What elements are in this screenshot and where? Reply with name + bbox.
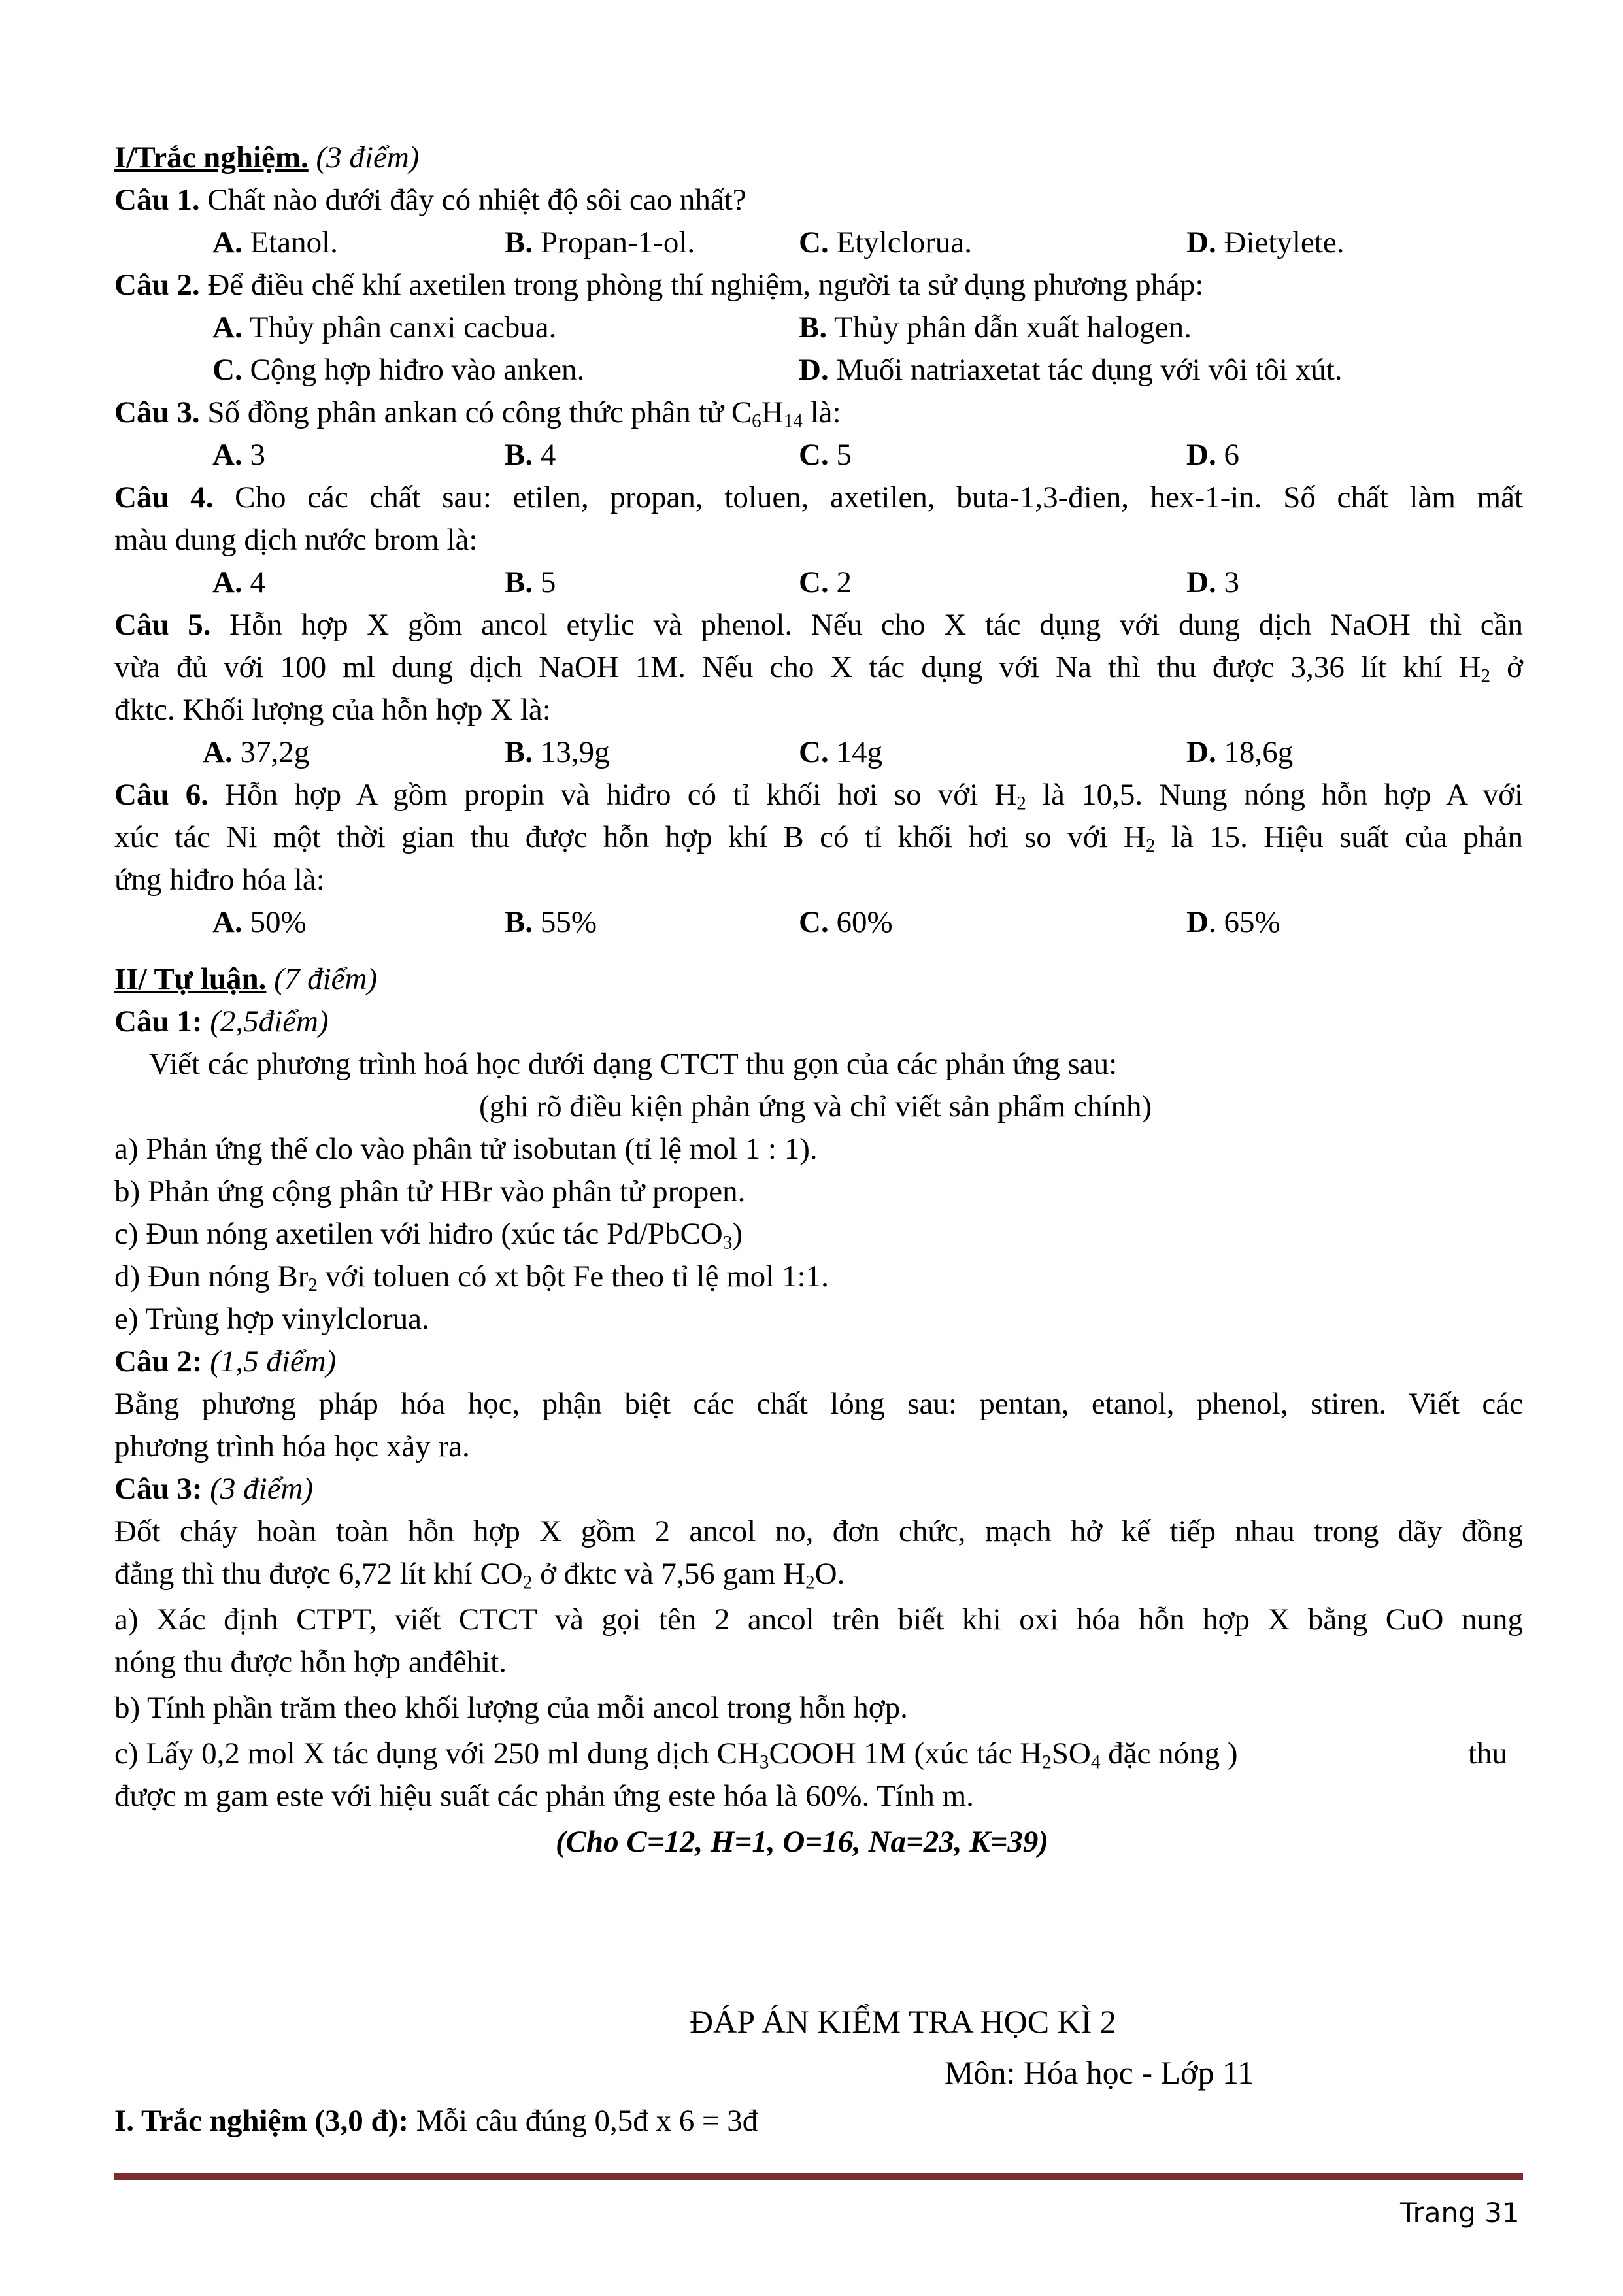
essay-q1-item-e: e) Trùng hợp vinylclorua. — [114, 1302, 429, 1336]
essay-q3-line-2: đẳng thì thu được 6,72 lít khí $CO_2$ ở đktc và 7,56 gam $H_2O$. — [114, 1557, 845, 1593]
question-5-cont: vừa đủ với 100 ml dung dịch NaOH 1M. Nếu cho X tác dụng với Na thì thu được 3,36 lít khí $H_2$ ở — [114, 650, 1523, 687]
option-a: A. 3 — [212, 438, 265, 472]
option-b: B. Thủy phân dẫn xuất halogen. — [799, 310, 1192, 344]
essay-q1-label: Câu 1: (2,5điểm) — [114, 1005, 329, 1039]
option-b: B. 5 — [505, 565, 556, 599]
option-a: A. 4 — [212, 565, 265, 599]
part1-points: (3 điểm) — [316, 141, 420, 175]
essay-q2-line-1: Bằng phương pháp hóa học, phận biệt các chất lỏng sau: pentan, etanol, phenol, stiren. Viết các — [114, 1387, 1523, 1421]
answer-key-subject: Môn: Hóa học - Lớp 11 — [945, 2054, 1254, 2091]
question-6-cont: xúc tác Ni một thời gian thu được hỗn hợp khí B có tỉ khối hơi so với $H_2$ là 15. Hiệu suất của phản — [114, 820, 1523, 857]
option-c: C. 2 — [799, 565, 852, 599]
option-b: B. 4 — [505, 438, 556, 472]
essay-q3-line-6: c) Lấy 0,2 mol X tác dụng với 250 ml dung dịch $CH_3COOH$ 1M (xúc tác $H_2SO_4$ đặc nóng ) — [114, 1737, 1238, 1773]
option-c: C. Cộng hợp hiđro vào anken. — [212, 353, 585, 387]
essay-q3-line-4: nóng thu được hỗn hợp anđêhit. — [114, 1645, 507, 1679]
question-4-cont: màu dung dịch nước brom là: — [114, 523, 478, 557]
essay-q2-line-2: phương trình hóa học xảy ra. — [114, 1429, 470, 1463]
option-b: B. Propan-1-ol. — [505, 225, 695, 259]
option-a: A. 37,2g — [203, 735, 310, 769]
option-d: D. 3 — [1186, 565, 1239, 599]
option-c: C. 60% — [799, 905, 893, 939]
footer-rule — [114, 2173, 1523, 2180]
question-6-cont2: ứng hiđro hóa là: — [114, 863, 325, 897]
question-6: Câu 6. Hỗn hợp A gồm propin và hiđro có tỉ khối hơi so với $H_2$ là 10,5. Nung nóng hỗn hợp A với — [114, 778, 1524, 814]
option-c: C. Etylclorua. — [799, 225, 972, 259]
question-3: Câu 3. Số đồng phân ankan có công thức phân tử $C_6H_{14}$ là: — [114, 395, 841, 432]
part2-points: (7 điểm) — [274, 962, 378, 996]
option-d: D. 18,6g — [1186, 735, 1294, 769]
page-number: Trang 31 — [1400, 2197, 1520, 2229]
question-5: Câu 5. Hỗn hợp X gồm ancol etylic và phenol. Nếu cho X tác dụng với dung dịch NaOH thì cần — [114, 608, 1523, 642]
atomic-masses-note: (Cho C=12, H=1, O=16, Na=23, K=39) — [556, 1825, 1049, 1859]
essay-q3-line-6-end: thu — [1468, 1737, 1508, 1771]
option-d: D. Muối natriaxetat tác dụng với vôi tôi xút. — [799, 353, 1343, 387]
option-a: A. Thủy phân canxi cacbua. — [212, 310, 557, 344]
essay-q1-intro: Viết các phương trình hoá học dưới dạng CTCT thu gọn của các phản ứng sau: — [149, 1047, 1118, 1081]
question-2: Câu 2. Để điều chế khí axetilen trong phòng thí nghiệm, người ta sử dụng phương pháp: — [114, 268, 1204, 302]
option-c: C. 14g — [799, 735, 882, 769]
essay-q3-line-5: b) Tính phần trăm theo khối lượng của mỗi ancol trong hỗn hợp. — [114, 1691, 908, 1725]
essay-q1-item-c: c) Đun nóng axetilen với hiđro (xúc tác Pd/PbCO$_3$) — [114, 1217, 743, 1254]
question-1 — [114, 185, 746, 216]
option-d: D. 6 — [1186, 438, 1239, 472]
part2-heading-line — [114, 964, 377, 995]
essay-q1-item-a: a) Phản ứng thế clo vào phân tử isobutan (tỉ lệ mol 1 : 1). — [114, 1132, 818, 1166]
essay-q3-line-1: Đốt cháy hoàn toàn hỗn hợp X gồm 2 ancol no, đơn chức, mạch hở kế tiếp nhau trong dãy đồng — [114, 1514, 1523, 1548]
part1-heading: I/Trắc nghiệm. — [114, 141, 309, 175]
option-a: A. Etanol. — [212, 225, 338, 259]
part1-heading-line — [114, 142, 419, 173]
option-d: D. 65% — [1186, 905, 1280, 939]
option-b: B. 55% — [505, 905, 597, 939]
essay-q3-line-7: được m gam este với hiệu suất các phản ứng este hóa là 60%. Tính m. — [114, 1779, 974, 1813]
option-a: A. 50% — [212, 905, 307, 939]
question-label: Câu 1. — [114, 183, 200, 217]
essay-q2-label: Câu 2: (1,5 điểm) — [114, 1344, 337, 1378]
essay-q1-item-d: d) Đun nóng $Br_2$ với toluen có xt bột Fe theo tỉ lệ mol 1:1. — [114, 1259, 829, 1296]
option-b: B. 13,9g — [505, 735, 610, 769]
question-text: Chất nào dưới đây có nhiệt độ sôi cao nhất? — [207, 183, 746, 217]
question-5-cont2: đktc. Khối lượng của hỗn hợp X là: — [114, 693, 551, 727]
essay-q3-label: Câu 3: (3 điểm) — [114, 1472, 314, 1506]
essay-q3-line-3: a) Xác định CTPT, viết CTCT và gọi tên 2 ancol trên biết khi oxi hóa hỗn hợp X bằng CuO nung — [114, 1603, 1523, 1637]
answer-key-section: I. Trắc nghiệm (3,0 đ): Mỗi câu đúng 0,5đ x 6 = 3đ — [114, 2104, 758, 2138]
option-c: C. 5 — [799, 438, 852, 472]
essay-q1-note: (ghi rõ điều kiện phản ứng và chỉ viết sản phẩm chính) — [479, 1090, 1152, 1123]
question-4: Câu 4. Cho các chất sau: etilen, propan, toluen, axetilen, buta-1,3-đien, hex-1-in. Số chất làm mất — [114, 480, 1523, 514]
essay-q1-item-b: b) Phản ứng cộng phân tử HBr vào phân tử propen. — [114, 1174, 746, 1208]
answer-key-title: ĐÁP ÁN KIỂM TRA HỌC KÌ 2 — [690, 2003, 1116, 2040]
part2-heading: II/ Tự luận. — [114, 962, 267, 996]
option-d: D. Đietylete. — [1186, 225, 1345, 259]
